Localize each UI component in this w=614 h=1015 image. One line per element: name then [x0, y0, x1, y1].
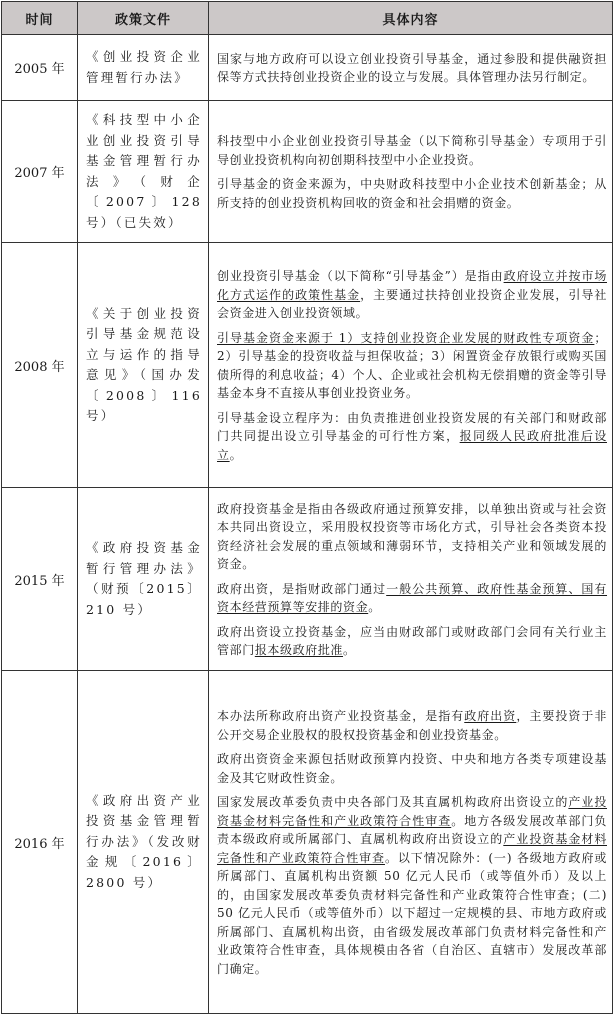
- document-cell: 《科技型中小企业创业投资引导基金管理暂行办法》（财企〔2007〕128 号）（已失效）: [78, 101, 209, 243]
- year-cell: 2005 年: [2, 35, 78, 101]
- document-cell: 《政府出资产业投资基金管理暂行办法》（发改财金规〔2016〕2800 号）: [78, 671, 209, 1014]
- underlined-text: 引导基金资金来源于 1）支持创业投资企业发展的财政性专项资金: [217, 330, 595, 345]
- content-paragraph: [217, 793, 607, 978]
- text-segment: 政府出资，是指财政部门通过: [217, 581, 387, 596]
- document-cell: 《创业投资企业管理暂行办法》: [78, 35, 209, 101]
- content-cell: [209, 671, 613, 1014]
- content-paragraph: [217, 267, 607, 323]
- text-segment: 。地方各级发展改革部门负责本级政府或所属部门、直属机构政府出资设立的: [217, 813, 607, 846]
- content-cell: [209, 35, 613, 101]
- text-segment: ；2）引导基金的投资收益与担保收益；3）闲置资金存放银行或购买国债所得的利息收益；4）个人、企业或社会机构无偿捐赠的资金等引导基金本身不直接从事创业投资业务。: [217, 330, 607, 400]
- year-cell: 2008 年: [2, 243, 78, 488]
- underlined-text: 政府出资: [464, 709, 517, 723]
- text-segment: 引导基金设立程序为：由负责推进创业投资发展的有关部门和财政部门共同提出设立引导基金的可行性方案，: [217, 410, 607, 443]
- table-row: [2, 35, 613, 101]
- text-segment: ，主要通过扶持创业投资企业发展，引导社会资金进入创业投资领域。: [217, 287, 607, 320]
- text-segment: 创业投资引导基金（以下简称“引导基金”）是指由: [217, 269, 504, 283]
- content-paragraph: [217, 409, 607, 465]
- underlined-text: 报本级政府批准: [254, 643, 344, 657]
- content-cell: [209, 488, 613, 671]
- content-paragraph: [217, 132, 607, 169]
- content-paragraph: [217, 707, 607, 744]
- year-cell: 2016 年: [2, 671, 78, 1014]
- content-paragraph: [217, 750, 607, 787]
- content-paragraph: [217, 580, 607, 617]
- header-time: 时间: [2, 2, 78, 35]
- underlined-text: 产业投资基金材料完备性和产业政策符合性审查: [217, 832, 607, 865]
- text-segment: 。以下情况除外：(一) 各级地方政府或所属部门、直属机构出资额 50 亿元人民币（或等值外币）及以上的，由国家发展改革委负责材料完备性和产业政策符合性审查；(二) 50 亿元人民币（或等值外币）以下超过一定规模的县、市地方政府或所属部门、直属机构出资，由省级发展改革部门负责材料完备性和产业政策符合性审查，具体规模由各省（自治区、直辖市）发展改革部门确定。: [217, 850, 607, 976]
- text-segment: 。: [368, 600, 381, 614]
- text-segment: 本办法所称政府出资产业投资基金，是指有: [217, 709, 465, 723]
- text-segment: 引导基金的资金来源为，中央财政科技型中小企业技术创新基金；从所支持的创业投资机构回收的资金和社会捐赠的资金。: [217, 177, 607, 210]
- text-segment: 政府出资设立投资基金，应当由财政部门或财政部门会同有关行业主管部门: [217, 624, 607, 657]
- table-row: [2, 101, 613, 243]
- content-cell: [209, 101, 613, 243]
- text-segment: 。: [229, 447, 243, 462]
- content-paragraph: [217, 50, 607, 87]
- table-row: [2, 488, 613, 671]
- text-segment: 政府出资资金来源包括财政预算内投资、中央和地方各类专项建设基金及其它财政性资金。: [217, 752, 607, 785]
- text-segment: ，主要投资于非公开交易企业股权的股权投资基金和创业投资基金。: [217, 709, 608, 742]
- text-segment: 国家发展改革委负责中央各部门及其直属机构政府出资设立的: [217, 795, 569, 809]
- content-cell: [209, 243, 613, 488]
- content-paragraph: [217, 329, 607, 403]
- year-cell: 2015 年: [2, 488, 78, 671]
- text-segment: 国家与地方政府可以设立创业投资引导基金，通过参股和提供融资担保等方式扶持创业投资企业的设立与发展。具体管理办法另行制定。: [217, 51, 607, 84]
- content-paragraph: [217, 175, 607, 212]
- policy-table: [1, 1, 613, 1014]
- header-content: 具体内容: [209, 2, 613, 35]
- text-segment: 科技型中小企业创业投资引导基金（以下简称引导基金）专项用于引导创业投资机构向初创期科技型中小企业投资。: [217, 134, 607, 167]
- table-row: [2, 671, 613, 1014]
- document-cell: 《政府投资基金暂行管理办法》（财预〔2015〕210 号）: [78, 488, 209, 671]
- table-row: [2, 243, 613, 488]
- text-segment: 政府投资基金是指由各级政府通过预算安排，以单独出资或与社会资本共同出资设立，采用股权投资等市场化方式，引导社会各类资本投资经济社会发展的重点领域和薄弱环节，支持相关产业和领域发展的资金。: [217, 501, 607, 571]
- content-paragraph: [217, 623, 607, 660]
- content-paragraph: [217, 500, 607, 574]
- header-document: 政策文件: [78, 2, 209, 35]
- underlined-text: 政府设立并按市场化方式运作的政策性基金: [217, 269, 607, 302]
- underlined-text: 产业投资基金材料完备性和产业政策符合性审查: [217, 795, 608, 828]
- underlined-text: 报同级人民政府批准后设立: [217, 429, 607, 462]
- underlined-text: 一般公共预算、政府性基金预算、国有资本经营预算等安排的资金: [217, 581, 608, 614]
- document-cell: 《关于创业投资引导基金规范设立与运作的指导意见》（国办发〔2008〕116 号）: [78, 243, 209, 488]
- header-row: [2, 2, 613, 35]
- year-cell: 2007 年: [2, 101, 78, 243]
- text-segment: 。: [343, 643, 356, 657]
